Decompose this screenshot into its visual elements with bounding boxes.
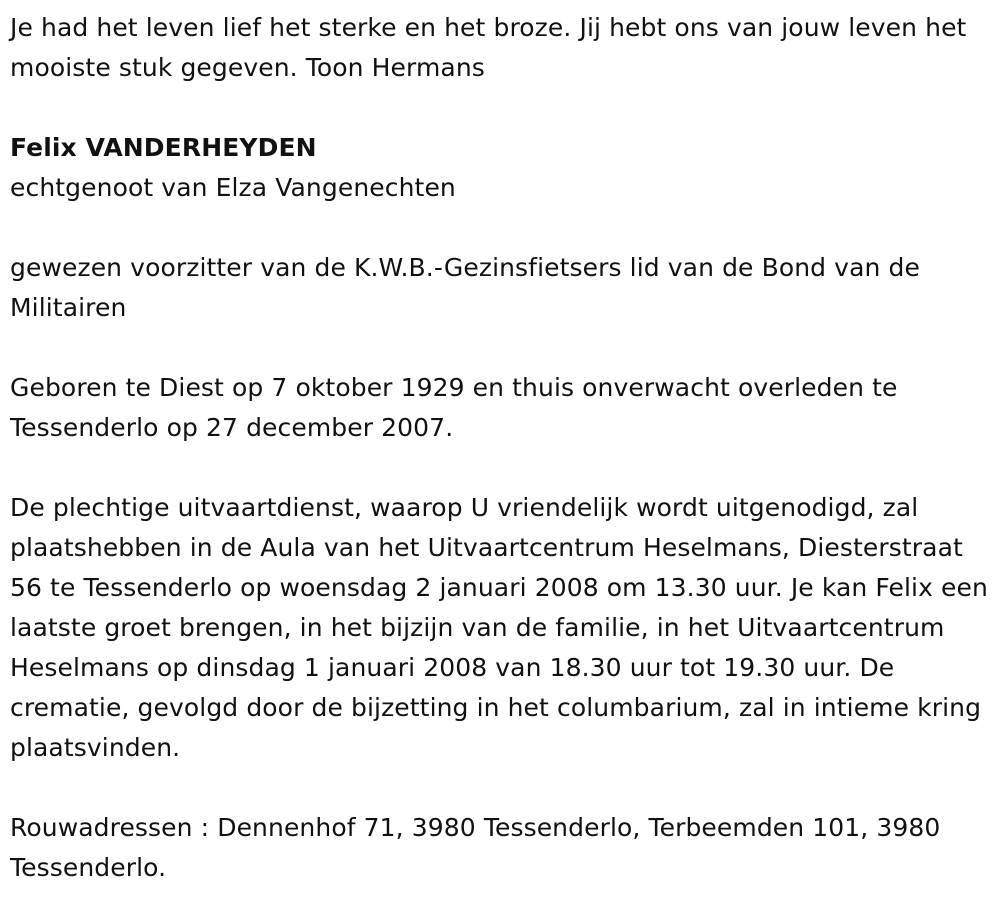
spacer [10,768,990,808]
spacer [10,328,990,368]
spacer [10,448,990,488]
roles-line: gewezen voorzitter van de K.W.B.-Gezinsfietsers lid van de Bond van de Militairen [10,253,920,322]
spouse-line: echtgenoot van Elza Vangenechten [10,173,456,202]
memorial-quote: Je had het leven lief het sterke en het broze. Jij hebt ons van jouw leven het mooiste stuk gegeven. Toon Hermans [10,13,967,82]
deceased-name: Felix VANDERHEYDEN [10,133,317,162]
spacer [10,208,990,248]
ceremony-paragraph: De plechtige uitvaartdienst, waarop U vriendelijk wordt uitgenodigd, zal plaatshebben in de Aula van het Uitvaartcentrum Heselmans, Diesterstraat 56 te Tessenderlo op woensdag 2 januari 2008 om 13.30 uur. Je kan Felix een laatste groet brengen, in het bijzijn van de familie, in het Uitvaartcentrum Heselmans op dinsdag 1 januari 2008 van 18.30 uur tot 19.30 uur. De crematie, gevolgd door de bijzetting in het columbarium, zal in intieme kring plaatsvinden. [10,493,988,762]
spacer [10,88,990,128]
condolence-addresses: Rouwadressen : Dennenhof 71, 3980 Tessenderlo, Terbeemden 101, 3980 Tessenderlo. [10,813,941,882]
birth-death-line: Geboren te Diest op 7 oktober 1929 en thuis onverwacht overleden te Tessenderlo op 27 december 2007. [10,373,898,442]
